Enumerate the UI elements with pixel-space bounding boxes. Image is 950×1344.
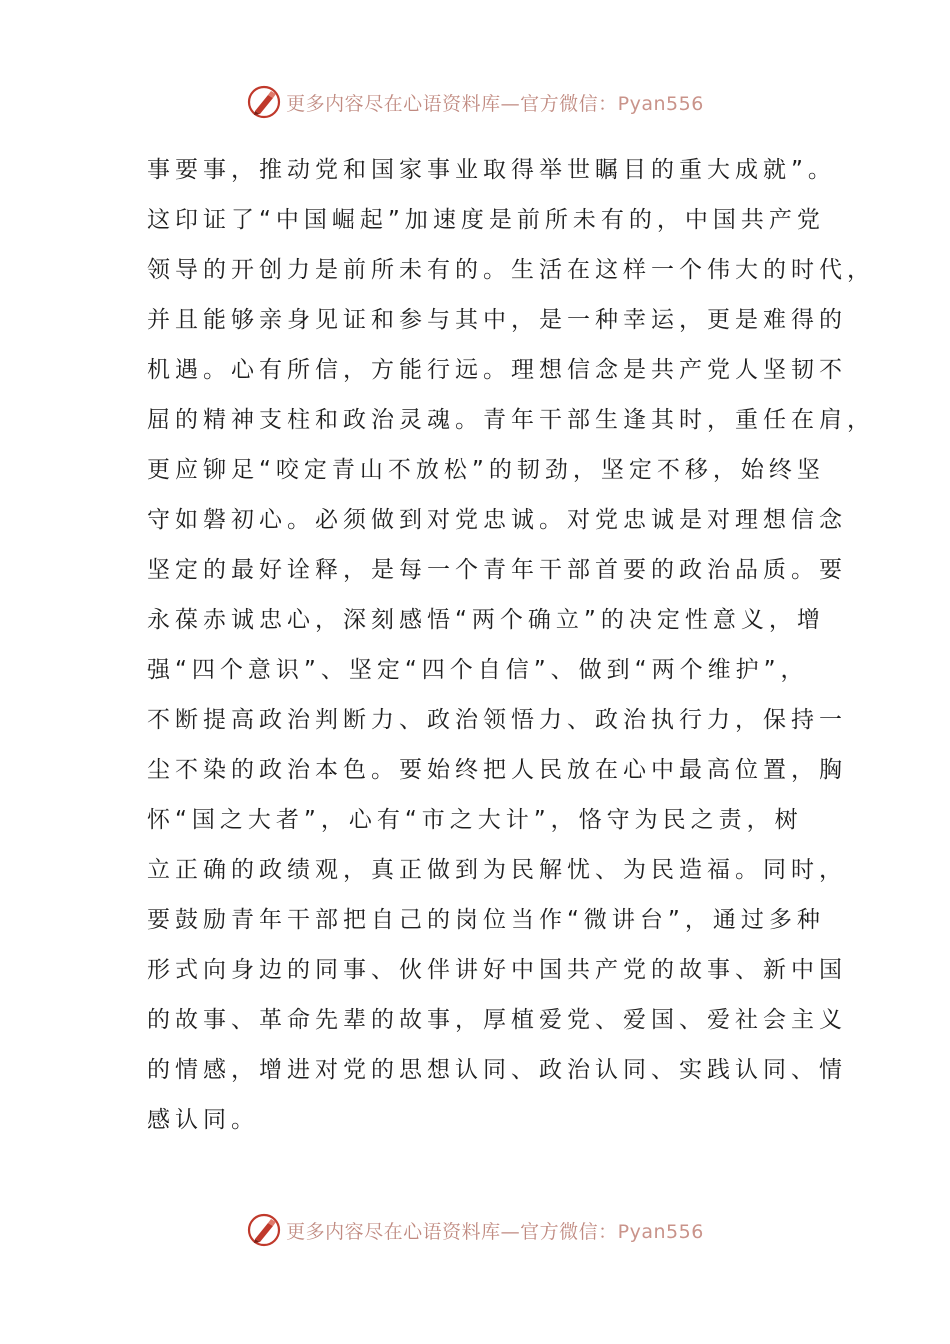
body-line: 尘不染的政治本色。要始终把人民放在心中最高位置，胸 [147, 757, 847, 783]
body-line: 强“四个意识”、坚定“四个自信”、做到“两个维护”， [147, 657, 809, 683]
body-line: 怀“国之大者”，心有“市之大计”，恪守为民之责，树 [147, 807, 803, 833]
pen-nib-logo-icon [246, 84, 282, 120]
footer-wechat-id: Pyan556 [617, 1220, 704, 1243]
body-line: 的故事、革命先辈的故事，厚植爱党、爱国、爱社会主义 [147, 1007, 847, 1033]
footer-banner [0, 1210, 950, 1250]
body-line: 立正确的政绩观，真正做到为民解忧、为民造福。同时， [147, 857, 847, 883]
body-line: 这印证了“中国崛起”加速度是前所未有的，中国共产党 [147, 207, 825, 233]
footer-text: 更多内容尽在心语资料库—官方微信：Pyan556 [286, 1220, 704, 1243]
body-line: 的情感，增进对党的思想认同、政治认同、实践认同、情 [147, 1057, 847, 1083]
body-line: 机遇。心有所信，方能行远。理想信念是共产党人坚韧不 [147, 357, 847, 383]
body-line: 坚定的最好诠释，是每一个青年干部首要的政治品质。要 [147, 557, 847, 583]
header-wechat-id: Pyan556 [617, 92, 704, 115]
body-line: 永葆赤诚忠心，深刻感悟“两个确立”的决定性意义，增 [147, 607, 825, 633]
body-line: 形式向身边的同事、伙伴讲好中国共产党的故事、新中国 [147, 957, 847, 983]
body-line: 事要事，推动党和国家事业取得举世瞩目的重大成就”。 [147, 157, 836, 183]
body-line: 要鼓励青年干部把自己的岗位当作“微讲台”，通过多种 [147, 907, 825, 933]
body-line: 更应铆足“咬定青山不放松”的韧劲，坚定不移，始终坚 [147, 457, 825, 483]
document-body [147, 145, 875, 1145]
body-line: 领导的开创力是前所未有的。生活在这样一个伟大的时代， [147, 257, 875, 283]
body-line: 感认同。 [147, 1107, 259, 1133]
pen-nib-logo-icon [246, 1212, 282, 1248]
body-line: 屈的精神支柱和政治灵魂。青年干部生逢其时，重任在肩， [147, 407, 875, 433]
body-line: 并且能够亲身见证和参与其中，是一种幸运，更是难得的 [147, 307, 847, 333]
header-banner [0, 82, 950, 122]
header-text: 更多内容尽在心语资料库—官方微信：Pyan556 [286, 92, 704, 115]
body-line: 守如磐初心。必须做到对党忠诚。对党忠诚是对理想信念 [147, 507, 847, 533]
body-line: 不断提高政治判断力、政治领悟力、政治执行力，保持一 [147, 707, 847, 733]
